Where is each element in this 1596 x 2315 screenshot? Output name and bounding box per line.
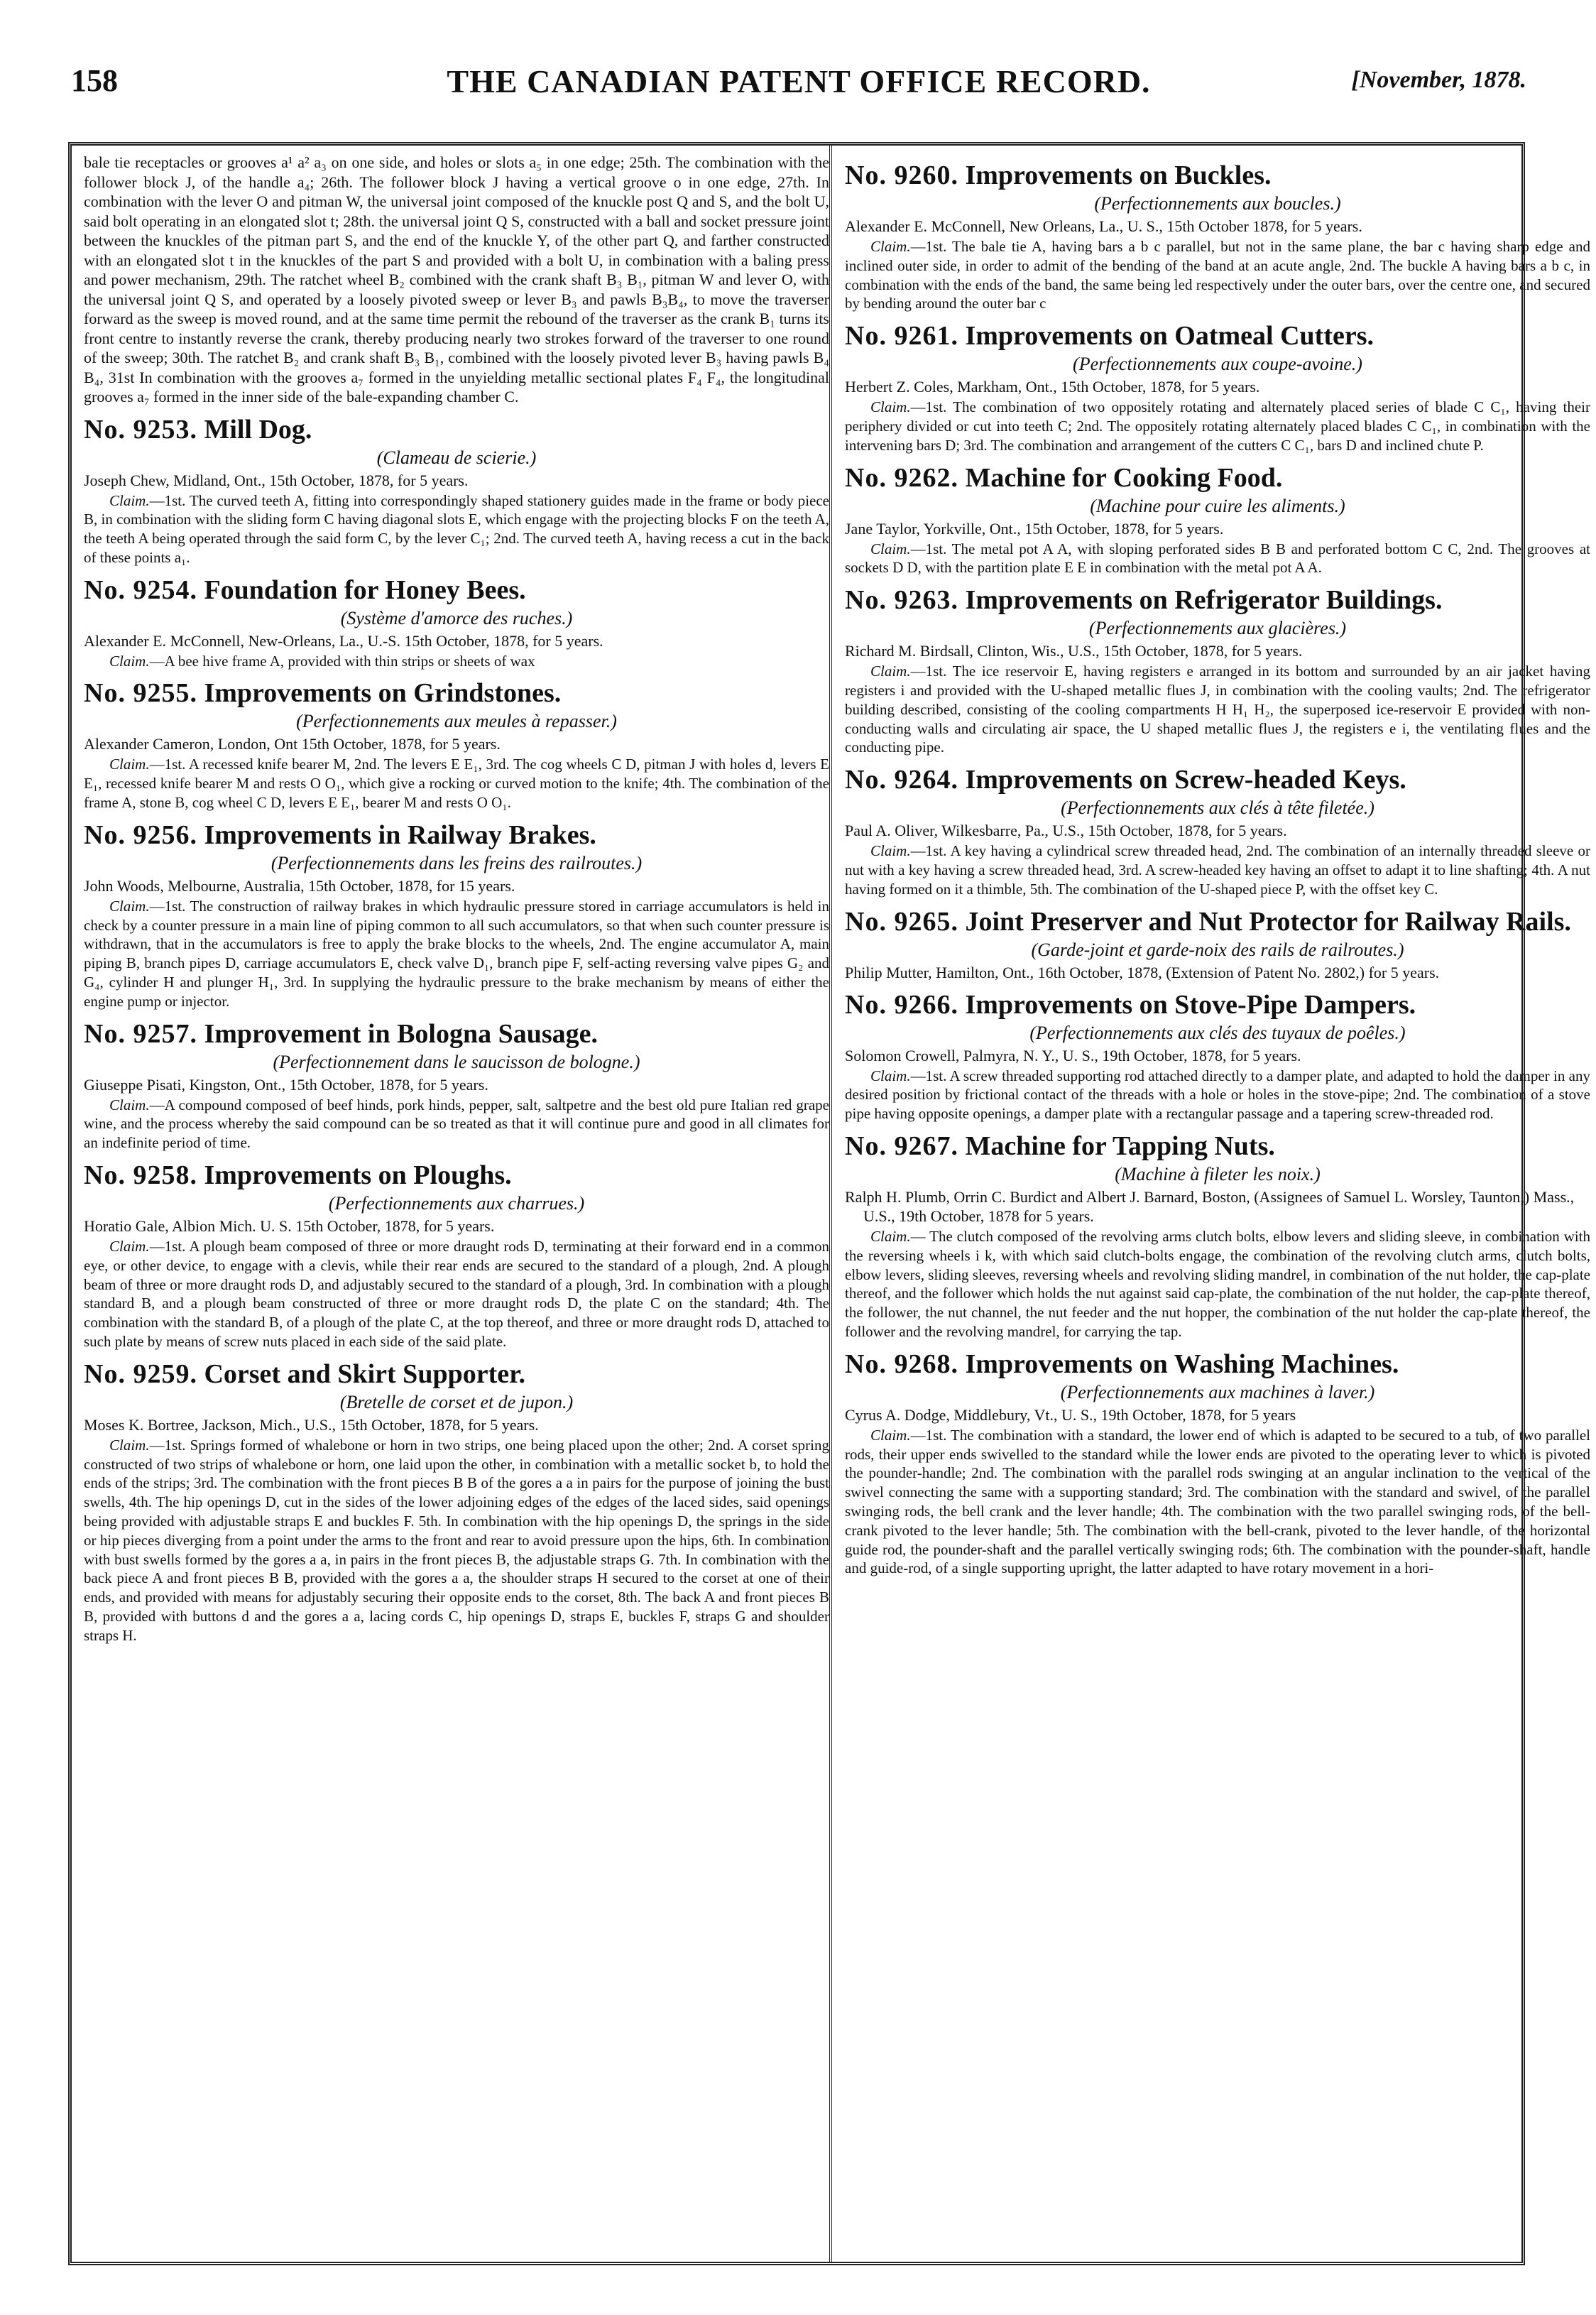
patent-heading: [845, 1131, 1590, 1162]
patent-number: No. 9267.: [845, 1131, 958, 1161]
patent-heading: [845, 320, 1590, 352]
claim-text: [845, 662, 1590, 757]
claim-body: —A bee hive frame A, provided with thin strips or sheets of wax: [149, 652, 535, 670]
patent-heading: [84, 677, 829, 709]
patent-title: Machine for Cooking Food.: [965, 462, 1283, 493]
claim-body: —1st. The combination with a standard, the lower end of which is adapted to be secured to a tub, of two parallel rods, their upper ends swivelled to the standard while the lower ends are pivoted to the operating lever to which is pivoted the pounder-handle; 2nd. The combination with the parallel rods swinging at an angular inclination to the vertical of the swivel connecting the same with a supporting standard; 3rd. The combination with the standard and swivel, of the parallel swinging rods, the bell crank and the lever handle; 4th. The combination with the two parallel swinging rods, of the bell-crank pivoted to the lever handle; 5th. The combination with the bell-crank, pivoted to the lever handle, of the horizontal guide rod, the pounder-shaft and the parallel vertically swinging rods; 6th. The combination with the pounder-shaft, handle and guide-rod, of a single supporting upright, the latter adapted to have rotary movement in a hori-: [845, 1426, 1590, 1577]
patent-heading: [845, 584, 1590, 616]
claim-text: [84, 1096, 829, 1153]
patentee-line: Solomon Crowell, Palmyra, N. Y., U. S., 19th October, 1878, for 5 years.: [845, 1046, 1301, 1064]
claim-body: —1st. A recessed knife bearer M, 2nd. The levers E E₁, 3rd. The cog wheels C D, pitman J with holes d, levers E E₁, recessed knife bearer M and rests O O₁, which give a rocking or curved motion to the knife; 4th. The combination of the frame A, stone B, cog wheel C D, levers E E₁, bearer M and rests O O₁.: [84, 756, 829, 812]
patent-heading: [845, 764, 1590, 795]
french-title: (Système d'amorce des ruches.): [340, 607, 573, 628]
patent-entry: [84, 1358, 829, 1645]
patent-number: No. 9261.: [845, 321, 958, 352]
patent-entry: [845, 989, 1590, 1123]
french-title: (Perfectionnements aux meules à repasser.): [296, 711, 617, 732]
patent-title: Foundation for Honey Bees.: [204, 574, 526, 605]
claim-label: Claim.: [109, 1238, 150, 1255]
claim-label: Claim.: [109, 897, 150, 915]
claim-text: [845, 1227, 1590, 1341]
patent-heading: [84, 1160, 829, 1191]
patent-entry: [84, 574, 829, 671]
patent-title: Improvements on Screw-headed Keys.: [965, 765, 1406, 795]
french-title: (Perfectionnements aux clés des tuyaux de poêles.): [1029, 1022, 1406, 1043]
patentee-line: Giuseppe Pisati, Kingston, Ont., 15th October, 1878, for 5 years.: [84, 1075, 488, 1094]
page-number: 158: [71, 63, 118, 98]
french-title: (Perfectionnement dans le saucisson de bologne.): [273, 1051, 640, 1072]
claim-text: [845, 841, 1590, 898]
patent-heading: [845, 462, 1590, 494]
claim-text: [84, 652, 829, 671]
claim-label: Claim.: [870, 663, 911, 680]
continued-claims: bale tie receptacles or grooves a¹ a² a₃ on one side, and holes or slots a₅ in one edge; 25th. The combination with the follower block J, of the handle a₄; 26th. The follower block J having a vertical groove o in one edge, 27th. In combination with the lever O and pitman W, the universal joint composed of the knuckle post Q and S, and the bolt U, said bolt operating in an elongated slot t; 28th. the universal joint Q S, constructed with a ball and socket pressure joint between the knuckles of the pitman part S, and the end of the knuckle Y, of the other part Q, and farther constructed with an elongated slot t in the knuckles of the part S and provided with a bolt U, in combination with a baling press and power mechanism, 29th. The ratchet wheel B₂ combined with the crank shaft B₃ B₁, pitman W and lever O, with the universal joint Q S, and operated by a loosely pivoted sweep or lever B₃ and pawls B₃B₄, to move the traverser forward as the sweep is moved round, and at the same time permit the rebound of the traverser as the crank B₁ turns its front centre to instantly reverse the crank, thereby producing nearly two strokes forward of the traverser to one round of the sweep; 30th. The ratchet B₂ and crank shaft B₃ B₁, combined with the loosely pivoted lever B₃ having pawls B₄ B₄, 31st In combination with the grooves a₇ formed in the unyielding metallic sectional plates F₄ F₄, the longitudinal grooves a₇ formed in the inner side of the bale-expanding chamber C.: [84, 153, 829, 405]
patent-number: No. 9260.: [845, 160, 958, 190]
claim-text: [84, 755, 829, 812]
claim-body: —1st. A key having a cylindrical screw threaded head, 2nd. The combination of an internally threaded sleeve or nut with a key having a screw threaded head, 3rd. A screw-headed key having an offset to adapt it to line shafting; 4th. A nut having formed on it a thimble, 5th. The combination of the U-shaped piece P, with the offset key C.: [845, 842, 1590, 898]
french-title: (Bretelle de corset et de jupon.): [339, 1391, 574, 1412]
claim-text: [845, 1067, 1590, 1123]
claim-body: — The clutch composed of the revolving arms clutch bolts, elbow levers and sliding sleeve, in combination with the reversing wheels i k, with which said clutch-bolts engage, the combination of the revolving clutch arms, clutch bolts, elbow levers, sliding sleeves, reversing wheels and revolving sliding mandrel, in combination of the nut holder, the cap-plate thereof, and the follower which holds the nut against said cap-plate, the combination of the nut holder, the cap-plate thereof, the follower, the nut channel, the nut feeder and the nut hopper, the combination of the nut holder the cap-plate thereof, the follower and the revolving mandrel, for carrying the tap.: [845, 1227, 1590, 1340]
french-title: (Machine pour cuire les aliments.): [1090, 495, 1345, 516]
patent-number: No. 9256.: [84, 819, 197, 850]
patent-entry: [845, 584, 1590, 757]
patentee-line: Alexander E. McConnell, New-Orleans, La., U.-S. 15th October, 1878, for 5 years.: [84, 631, 603, 650]
french-title: (Perfectionnements dans les freins des railroutes.): [270, 852, 643, 873]
claim-body: —1st. A plough beam composed of three or more draught rods D, terminating at their forward end in a common eye, or other device, to engage with a clevis, while their rear ends are secured to the standard of a plough, 2nd. A plough beam of three or more draught rods D, and adjustably secured to the standard of a plough, 3rd. In combination with a plough standard B, and a plough beam constructed of three or more draught rods D, the plate C on the standard; 4th. The combination with the standard B, of a plough of the plate C, at the top thereof, and three or more draught rods D, attached to such plate by means of screw nuts placed in each side of the said plate.: [84, 1238, 829, 1351]
patentee-line: Horatio Gale, Albion Mich. U. S. 15th October, 1878, for 5 years.: [84, 1217, 495, 1236]
patent-entry: [84, 414, 829, 567]
patent-entry: [84, 819, 829, 1011]
patent-heading: [845, 160, 1590, 191]
claim-body: —1st. The construction of railway brakes in which hydraulic pressure stored in carriage accumulators is held in check by a counter pressure in a main line of piping common to all such accumulators, so that when such counter pressure is withdrawn, that in the accumulators is free to apply the brake blocks to the wheels, 2nd. The engine accumulator A, main piping B, branch pipes D, carriage accumulators E, check valve D₁, branch pipe F, self-acting reversing valve pipes G₂ and G₄, cylinder H and plunger H₁, 3rd. In supplying the hydraulic pressure to the brake mechanism by means of either the engine pump or injector.: [84, 897, 829, 1010]
patent-entry: [845, 906, 1590, 982]
patent-number: No. 9264.: [845, 765, 958, 795]
claim-text: [845, 398, 1590, 454]
french-title: (Machine à fileter les noix.): [1115, 1163, 1321, 1184]
patent-entry: [845, 1349, 1590, 1578]
french-title: (Perfectionnements aux clés à tête filetée.): [1061, 797, 1374, 819]
patent-title: Improvements on Ploughs.: [204, 1160, 512, 1191]
issue-date: [November, 1878.: [1351, 67, 1526, 93]
french-title: (Perfectionnements aux glacières.): [1088, 618, 1347, 639]
patent-number: No. 9255.: [84, 678, 197, 709]
claim-label: Claim.: [109, 1436, 150, 1454]
right-entries: [845, 160, 1590, 1578]
patent-title: Joint Preserver and Nut Protector for Railway Rails.: [965, 906, 1571, 937]
patent-number: No. 9253.: [84, 414, 197, 445]
claim-label: Claim.: [870, 398, 911, 416]
patentee-line: Moses K. Bortree, Jackson, Mich., U.S., 15th October, 1878, for 5 years.: [84, 1415, 539, 1434]
journal-title: THE CANADIAN PATENT OFFICE RECORD.: [447, 63, 1151, 99]
patent-entry: [84, 677, 829, 812]
left-column: [84, 153, 829, 2255]
left-entries: [84, 414, 829, 1645]
patent-number: No. 9257.: [84, 1018, 197, 1049]
claim-label: Claim.: [870, 842, 911, 860]
claim-label: Claim.: [109, 652, 150, 670]
patent-number: No. 9266.: [845, 989, 958, 1020]
patentee-line: Alexander Cameron, London, Ont 15th October, 1878, for 5 years.: [84, 735, 501, 753]
patent-number: No. 9259.: [84, 1358, 197, 1389]
patent-heading: [84, 574, 829, 606]
claim-body: —1st. The bale tie A, having bars a b c parallel, but not in the same plane, the bar c having sharp edge and inclined outer side, in order to admit of the bending of the band at an acute angle, 2nd. The buckle A having bars a b c, in combination with the ends of the band, the same being led respectively under the outer bars, over the centre one, and secured by bending around the outer bar c: [845, 238, 1590, 312]
patent-number: No. 9268.: [845, 1349, 958, 1379]
patentee-line: Richard M. Birdsall, Clinton, Wis., U.S., 15th October, 1878, for 5 years.: [845, 642, 1303, 660]
patent-number: No. 9263.: [845, 585, 958, 616]
french-title: (Perfectionnements aux boucles.): [1094, 193, 1341, 214]
claim-label: Claim.: [870, 1227, 911, 1245]
patent-heading: [845, 906, 1590, 937]
patent-heading: [84, 819, 829, 851]
patent-heading: [84, 414, 829, 445]
patent-title: Improvement in Bologna Sausage.: [204, 1018, 598, 1049]
patent-title: Improvements on Buckles.: [965, 160, 1272, 190]
patent-entry: [845, 160, 1590, 313]
patent-title: Mill Dog.: [204, 414, 312, 445]
claim-text: [84, 897, 829, 1011]
claim-label: Claim.: [109, 756, 150, 773]
patent-title: Corset and Skirt Supporter.: [204, 1358, 525, 1389]
patent-title: Improvements on Stove-Pipe Dampers.: [965, 989, 1416, 1020]
patent-entry: [845, 1131, 1590, 1341]
claim-text: [845, 540, 1590, 578]
patent-number: No. 9258.: [84, 1160, 197, 1191]
claim-label: Claim.: [109, 1096, 150, 1113]
patentee-line: Alexander E. McConnell, New Orleans, La., U. S., 15th October 1878, for 5 years.: [845, 217, 1362, 235]
claim-label: Claim.: [870, 238, 911, 255]
patentee-line: Jane Taylor, Yorkville, Ont., 15th October, 1878, for 5 years.: [845, 519, 1224, 538]
patent-title: Improvements on Oatmeal Cutters.: [965, 321, 1374, 352]
french-title: (Clameau de scierie.): [376, 447, 537, 468]
claim-label: Claim.: [870, 1426, 911, 1444]
patentee-line: John Woods, Melbourne, Australia, 15th October, 1878, for 15 years.: [84, 876, 515, 895]
claim-label: Claim.: [870, 1067, 911, 1084]
claim-text: [84, 1436, 829, 1645]
patent-entry: [845, 764, 1590, 898]
claim-label: Claim.: [109, 491, 150, 509]
claim-text: [84, 491, 829, 567]
patent-entry: [84, 1160, 829, 1351]
claim-body: —1st. The curved teeth A, fitting into correspondingly shaped stationery guides made in the frame or body piece B, in combination with the sliding form C having diagonal slots E, which engage with the projecting blocks F on the teeth A, the teeth A being operated through the said form C, by the lever C₁; 2nd. The curved teeth A, having recess a cut in the back of these points a₁.: [84, 491, 829, 566]
claim-body: —1st. Springs formed of whalebone or horn in two strips, one being placed upon the other; 2nd. A corset spring constructed of two strips of whalebone or horn, one laid upon the other, in combination with a metallic socket b, to hold the ends of the strips; 3rd. The combination with the front pieces B B of the gores a a in pairs for the purpose of joining the bust swells, 4th. The hip openings D, cut in the sides of the lower adjoining edges of the edges of the laced sides, said openings being provided with adjustable straps E and buckles F. 5th. In combination with the hip openings D, the springs in the side or hip pieces diverging from a point under the arms to the front and rear to avoid pressure upon the hips, 6th. In combination with bust swells formed by the gores a a, in pairs in the front pieces B, the adjustable straps G. 7th. In combination with the back piece A and front pieces B B, provided with the gores a a, the shoulder straps H secured to the corset at one of their ends, and provided with means for adjustably securing their opposite ends to the corset, 8th. The back A and front pieces B B, provided with buttons d and the gores a a, lacing cords C, hip openings D, straps E, buckles F, straps G and shoulder straps H.: [84, 1436, 829, 1644]
patent-title: Improvements on Grindstones.: [204, 678, 562, 709]
page-header: [71, 62, 1526, 112]
patentee-line: Paul A. Oliver, Wilkesbarre, Pa., U.S., 15th October, 1878, for 5 years.: [845, 822, 1287, 840]
patent-heading: [84, 1358, 829, 1390]
patentee-line: Philip Mutter, Hamilton, Ont., 16th October, 1878, (Extension of Patent No. 2802,) for 5 years.: [845, 963, 1440, 981]
claim-body: —A compound composed of beef hinds, pork hinds, pepper, salt, saltpetre and the best old pure Italian red grape wine, and the process whereby the said compound can be so treated as that it will continue pure and good in all climates for an indefinite period of time.: [84, 1096, 829, 1152]
patent-heading: [845, 989, 1590, 1020]
patent-number: No. 9262.: [845, 462, 958, 493]
claim-text: [845, 237, 1590, 313]
patent-entry: [845, 462, 1590, 578]
patent-title: Improvements on Refrigerator Buildings.: [965, 585, 1443, 616]
claim-body: —1st. A screw threaded supporting rod attached directly to a damper plate, and adapted to hold the damper in any desired position by frictional contact of the threads with a hole or holes in the stove-pipe; 2nd. The combination of a stove pipe having opposite openings, a damper plate with a rectangular passage and a tapering screw-threaded rod.: [845, 1067, 1590, 1123]
patentee-line: Cyrus A. Dodge, Middlebury, Vt., U. S., 19th October, 1878, for 5 years: [845, 1405, 1296, 1424]
patent-entry: [84, 1018, 829, 1153]
patentee-line: Herbert Z. Coles, Markham, Ont., 15th October, 1878, for 5 years.: [845, 378, 1260, 396]
patent-title: Improvements in Railway Brakes.: [204, 819, 596, 850]
french-title: (Perfectionnements aux machines à laver.): [1060, 1381, 1375, 1402]
right-column: [845, 153, 1590, 2255]
claim-body: —1st. The metal pot A A, with sloping perforated sides B B and perforated bottom C C, 2nd. The grooves at sockets D D, with the partition plate E E in combination with the metal pot A A.: [845, 540, 1590, 577]
patent-number: No. 9254.: [84, 574, 197, 605]
french-title: (Perfectionnements aux charrues.): [328, 1193, 585, 1214]
claim-body: —1st. The ice reservoir E, having registers e arranged in its bottom and surrounded by an air jacket having registers i and provided with the U-shaped metallic flues J, in combination with the cooling vaults; 2nd. The refrigerator building described, consisting of the cooling compartments H H₁ H₂, the superposed ice-reservoir E provided with non-conducting walls and circulating air space, the U shaped metallic flues J, the registers e i, the ventilating flues and the conducting pipe.: [845, 663, 1590, 756]
patent-heading: [845, 1349, 1590, 1380]
patent-title: Improvements on Washing Machines.: [965, 1349, 1399, 1379]
patent-entry: [845, 320, 1590, 454]
claim-text: [845, 1426, 1590, 1578]
patentee-line: Joseph Chew, Midland, Ont., 15th October, 1878, for 5 years.: [84, 471, 469, 489]
claim-text: [84, 1237, 829, 1351]
patent-heading: [84, 1018, 829, 1050]
column-divider: [829, 146, 832, 2262]
patent-number: No. 9265.: [845, 906, 958, 937]
patentee-line: Ralph H. Plumb, Orrin C. Burdict and Albert J. Barnard, Boston, (Assignees of Samuel L. Worsley, Taunton,) Mass., U.S., 19th October, 1878 for 5 years.: [845, 1187, 1575, 1225]
patent-title: Machine for Tapping Nuts.: [965, 1131, 1275, 1161]
french-title: (Garde-joint et garde-noix des rails de railroutes.): [1031, 939, 1404, 960]
french-title: (Perfectionnements aux coupe-avoine.): [1073, 354, 1362, 375]
claim-body: —1st. The combination of two oppositely rotating and alternately placed series of blade C C₁, having their periphery divided or cut into teeth C; 2nd. The oppositely rotating alternately placed blades C C₁, in combination with the intervening bars D; 3rd. The combination and arrangement of the cutters C C₁, bars D and inclined chute P.: [845, 398, 1590, 454]
claim-label: Claim.: [870, 540, 911, 557]
